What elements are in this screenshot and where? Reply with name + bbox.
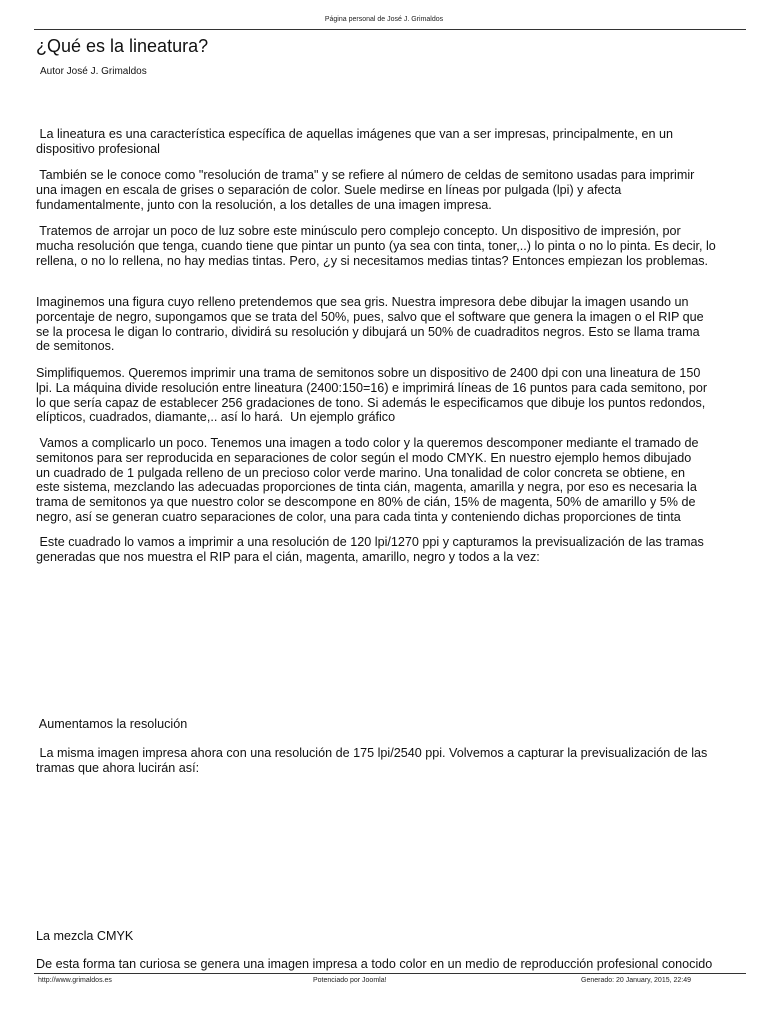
paragraph-simplifiquemos: Simplifiquemos. Queremos imprimir una trama de semitonos sobre un dispositivo de 2400 dpi con una lineatura de 150 lpi. La máquina divide resolución entre lineatura (2400:150=16) e imprimirá líneas de 16 puntos para cada semitono, por lo que sería capaz de establecer 256 gradaciones de tono. Si además le especificamos que dibuje los puntos redondos, elípticos, cuadrados, diamante,.. así lo hará. Un ejemplo gráfico — [36, 366, 708, 425]
paragraph-cmyk: Vamos a complicarlo un poco. Tenemos una imagen a todo color y la queremos descomponer mediante el tramado de semitonos para ser reproducida en separaciones de color según el modo CMYK. En nuestro ejemplo hemos dibujado un cuadrado de 1 pulgada relleno de un precioso color verde marino. Una tonalidad de color concreta se obtiene, en este sistema, mezclando las adecuadas proporciones de tinta cián, magenta, amarilla y negra, por eso es necesaria la trama de semitonos ya que nuestro color se descompone en 80% de cián, 15% de magenta, 50% de amarillo y 5% de negro, así se generan cuatro separaciones de color, una para cada tinta y conteniendo dichas proporciones de tinta — [36, 436, 699, 524]
paragraph-120-lpi: Este cuadrado lo vamos a imprimir a una resolución de 120 lpi/1270 ppi y capturamos la previsualización de las tramas generadas que nos muestra el RIP para el cián, magenta, amarillo, negro y todos a la vez: — [36, 535, 704, 564]
paragraph-resolucion-trama: También se le conoce como "resolución de trama" y se refiere al número de celdas de semitono usadas para imprimir una imagen en escala de grises o separación de color. Suele medirse en líneas por pulgada (lpi) y afecta fundamentalmente, junto con la resolución, a los detalles de una imagen impresa. — [36, 168, 695, 212]
footer-generated-date: Generado: 20 January, 2015, 22:49 — [581, 977, 692, 984]
footer-divider — [34, 973, 746, 974]
paragraph-conclusion: De esta forma tan curiosa se genera una imagen impresa a todo color en un medio de reproducción profesional conocido — [36, 957, 713, 971]
footer-powered-by: Potenciado por Joomla! — [313, 977, 387, 984]
header-divider — [34, 29, 746, 30]
paragraph-figura-gris: Imaginemos una figura cuyo relleno pretendemos que sea gris. Nuestra impresora debe dibujar la imagen usando un porcentaje de negro, supongamos que se trata del 50%, pues, salvo que el software que genera la imagen o el RIP que se la procesa le digan lo contrario, dividirá su resolución y dibujará un 50% de cuadraditos negros. Esto se llama trama de semitonos. — [36, 295, 704, 354]
article-author: Autor José J. Grimaldos — [40, 66, 147, 77]
heading-mezcla-cmyk: La mezcla CMYK — [36, 929, 134, 943]
page-header: Página personal de José J. Grimaldos — [324, 16, 444, 23]
paragraph-intro: La lineatura es una característica específica de aquellas imágenes que van a ser impresas, principalmente, en un dispositivo profesional — [36, 127, 674, 156]
heading-aumentamos-resolucion: Aumentamos la resolución — [36, 717, 188, 731]
paragraph-175-lpi: La misma imagen impresa ahora con una resolución de 175 lpi/2540 ppi. Volvemos a capturar la previsualización de las tramas que ahora lucirán así: — [36, 746, 708, 775]
footer-url[interactable]: http://www.grimaldos.es — [38, 977, 112, 984]
paragraph-concepto: Tratemos de arrojar un poco de luz sobre este minúsculo pero complejo concepto. Un dispositivo de impresión, por mucha resolución que tenga, cuando tiene que pintar un punto (ya sea con tinta, toner,..) lo pinta o no lo pinta. Es decir, lo rellena, o no lo rellena, no hay medias tintas. Pero, ¿y si necesitamos medias tintas? Entonces empiezan los problemas. — [36, 224, 716, 268]
article-title: ¿Qué es la lineatura? — [36, 36, 209, 56]
